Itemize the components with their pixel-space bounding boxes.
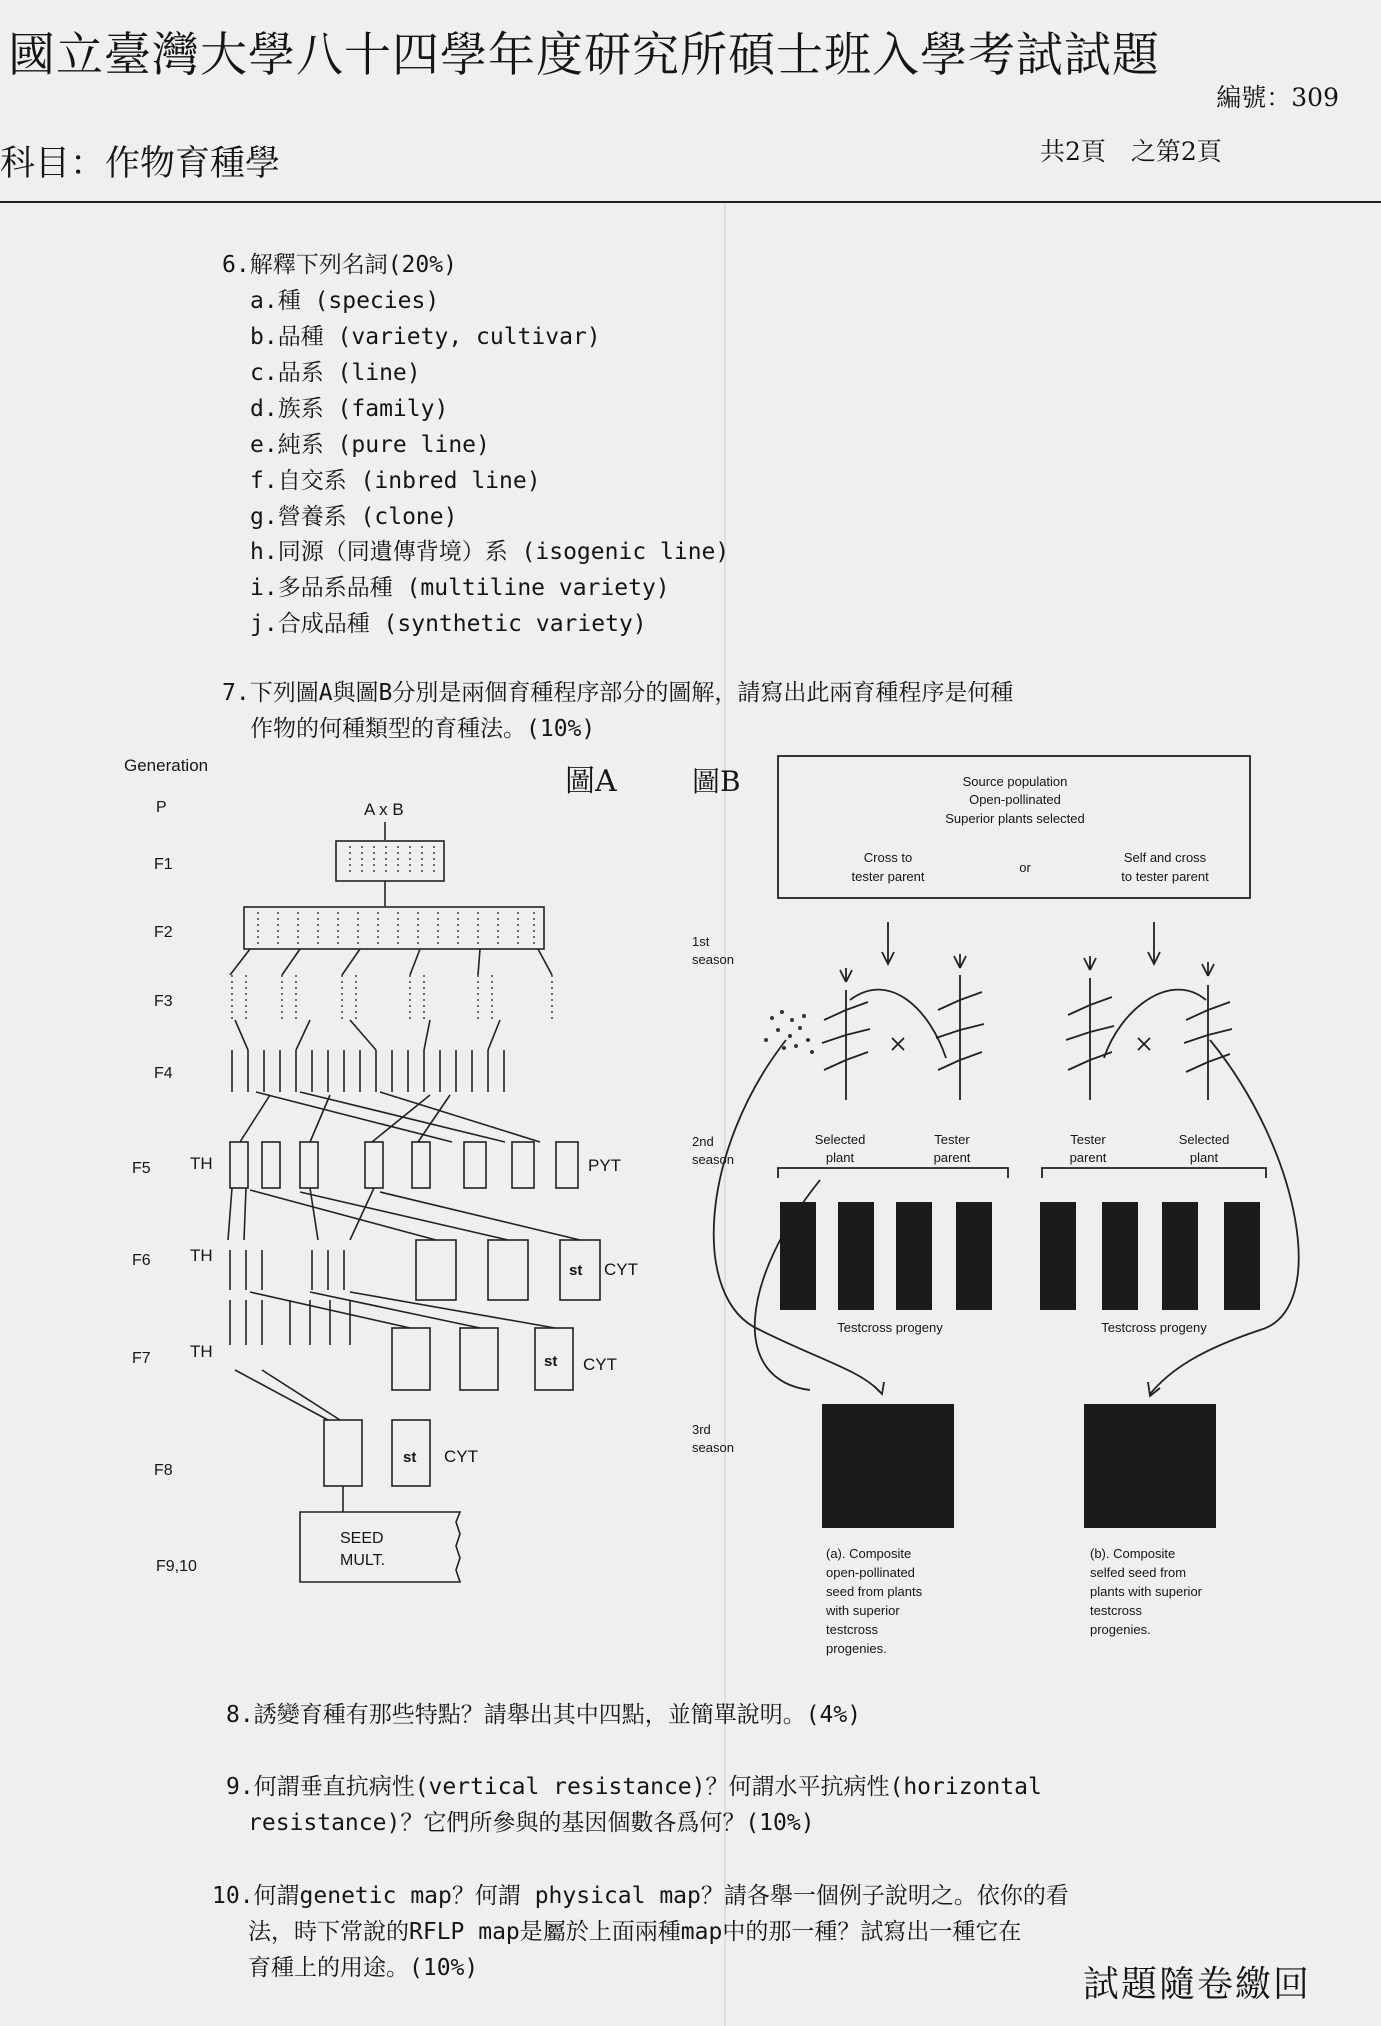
- tester-parent-label: parent: [933, 1150, 971, 1165]
- source-population-line: Open-pollinated: [969, 792, 1061, 807]
- tester-parent-label: Tester: [1070, 1132, 1106, 1147]
- th-label: TH: [190, 1246, 213, 1265]
- caption-a-line: testcross: [826, 1622, 879, 1637]
- season-1-line: season: [692, 952, 734, 967]
- q6-term: f.自交系 (inbred line): [250, 468, 541, 494]
- q10-line-1: 10.何謂genetic map？何謂 physical map？請各舉一個例子說明之。依你的看: [212, 1883, 1069, 1909]
- seed-label: SEED: [340, 1530, 384, 1547]
- season-2-line: season: [692, 1152, 734, 1167]
- mult-label: MULT.: [340, 1552, 386, 1569]
- selected-plant-label: Selected: [814, 1132, 866, 1147]
- tester-parent-label: Tester: [934, 1132, 970, 1147]
- cross-tester-line: tester parent: [851, 869, 925, 884]
- gen-label: F5: [132, 1160, 151, 1177]
- testcross-progeny-label: Testcross progeny: [1101, 1320, 1207, 1335]
- caption-b-line: progenies.: [1090, 1622, 1151, 1637]
- figure-b-label: 圖B: [692, 765, 741, 798]
- season-3-line: 3rd: [692, 1422, 711, 1437]
- tester-parent-label: parent: [1069, 1150, 1107, 1165]
- self-cross-line: Self and cross: [1123, 850, 1207, 865]
- exam-number: 編號：309: [1216, 83, 1339, 112]
- season-1-line: 1st: [692, 934, 710, 949]
- generation-heading: Generation: [124, 756, 209, 775]
- q6-term: j.合成品種 (synthetic variety): [250, 611, 647, 637]
- season-2-line: 2nd: [692, 1134, 714, 1149]
- caption-b-line: plants with superior: [1090, 1584, 1202, 1599]
- subject-label: 科目：作物育種學: [0, 144, 281, 184]
- cyt-label: CYT: [444, 1447, 478, 1466]
- q6-prompt: 6.解釋下列名詞(20%): [222, 252, 457, 278]
- gen-label: F8: [154, 1462, 173, 1479]
- caption-a-line: (a). Composite: [826, 1546, 912, 1561]
- cyt-label: CYT: [583, 1355, 617, 1374]
- caption-a-line: with superior: [826, 1603, 900, 1618]
- caption-a-line: progenies.: [826, 1641, 887, 1656]
- gen-label: F7: [132, 1350, 151, 1367]
- selected-plant-label: plant: [825, 1150, 855, 1165]
- exam-title: 國立臺灣大學八十四學年度研究所碩士班入學考試試題: [8, 28, 1160, 83]
- or-label: or: [1019, 860, 1031, 875]
- q7-line-1: 7.下列圖A與圖B分別是兩個育種程序部分的圖解，請寫出此兩育種程序是何種: [222, 680, 1014, 706]
- th-label: TH: [190, 1154, 213, 1173]
- source-population-line: Superior plants selected: [945, 811, 1085, 826]
- figure-a-label: 圖A: [565, 764, 617, 799]
- selected-plant-label: plant: [1189, 1150, 1219, 1165]
- th-label: TH: [190, 1342, 213, 1361]
- q10-line-3: 育種上的用途。(10%): [248, 1955, 479, 1981]
- gen-label: F9,10: [156, 1558, 197, 1575]
- gen-label: F2: [154, 924, 173, 941]
- st-label: st: [569, 1262, 583, 1279]
- cross-tester-line: Cross to: [863, 850, 913, 865]
- q6-term: a.種 (species): [250, 288, 440, 314]
- selected-plant-label: Selected: [1178, 1132, 1230, 1147]
- page-count: 共2頁 之第2頁: [1040, 137, 1222, 166]
- q6-term: e.純系 (pure line): [250, 432, 490, 458]
- q6-term: i.多品系品種 (multiline variety): [250, 575, 670, 601]
- q6-term: g.營養系 (clone): [250, 504, 458, 530]
- cross-label: A x B: [364, 800, 404, 819]
- gen-label: F6: [132, 1252, 151, 1269]
- q6-term: h.同源（同遺傳背境）系 (isogenic line): [250, 539, 730, 565]
- caption-a-line: seed from plants: [826, 1584, 923, 1599]
- cyt-label: CYT: [604, 1260, 638, 1279]
- q10-line-2: 法，時下常說的RFLP map是屬於上面兩種map中的那一種？試寫出一種它在: [248, 1919, 1022, 1945]
- gen-label: F3: [154, 993, 173, 1010]
- q6-term: c.品系 (line): [250, 360, 421, 386]
- q6-term: b.品種 (variety, cultivar): [250, 324, 601, 350]
- q8-text: 8.誘變育種有那些特點？請舉出其中四點，並簡單說明。(4%): [226, 1702, 862, 1728]
- st-label: st: [403, 1449, 417, 1466]
- caption-a-line: open-pollinated: [826, 1565, 915, 1580]
- q6-term: d.族系 (family): [250, 396, 449, 422]
- self-cross-line: to tester parent: [1121, 869, 1209, 884]
- testcross-progeny-label: Testcross progeny: [837, 1320, 943, 1335]
- season-3-line: season: [692, 1440, 734, 1455]
- st-label: st: [544, 1353, 558, 1370]
- q7-line-2: 作物的何種類型的育種法。(10%): [250, 716, 596, 742]
- caption-b-line: (b). Composite: [1090, 1546, 1176, 1561]
- gen-label: F4: [154, 1065, 173, 1082]
- pyt-label: PYT: [588, 1156, 622, 1175]
- caption-b-line: selfed seed from: [1090, 1565, 1187, 1580]
- gen-label: P: [156, 799, 167, 816]
- q9-line-2: resistance)？它們所參與的基因個數各爲何？(10%): [248, 1810, 815, 1836]
- q9-line-1: 9.何謂垂直抗病性(vertical resistance)？何謂水平抗病性(horizontal: [226, 1774, 1042, 1800]
- footer-note: 試題隨卷繳回: [1082, 1964, 1311, 2005]
- gen-label: F1: [154, 856, 173, 873]
- source-population-line: Source population: [962, 774, 1068, 789]
- caption-b-line: testcross: [1090, 1603, 1143, 1618]
